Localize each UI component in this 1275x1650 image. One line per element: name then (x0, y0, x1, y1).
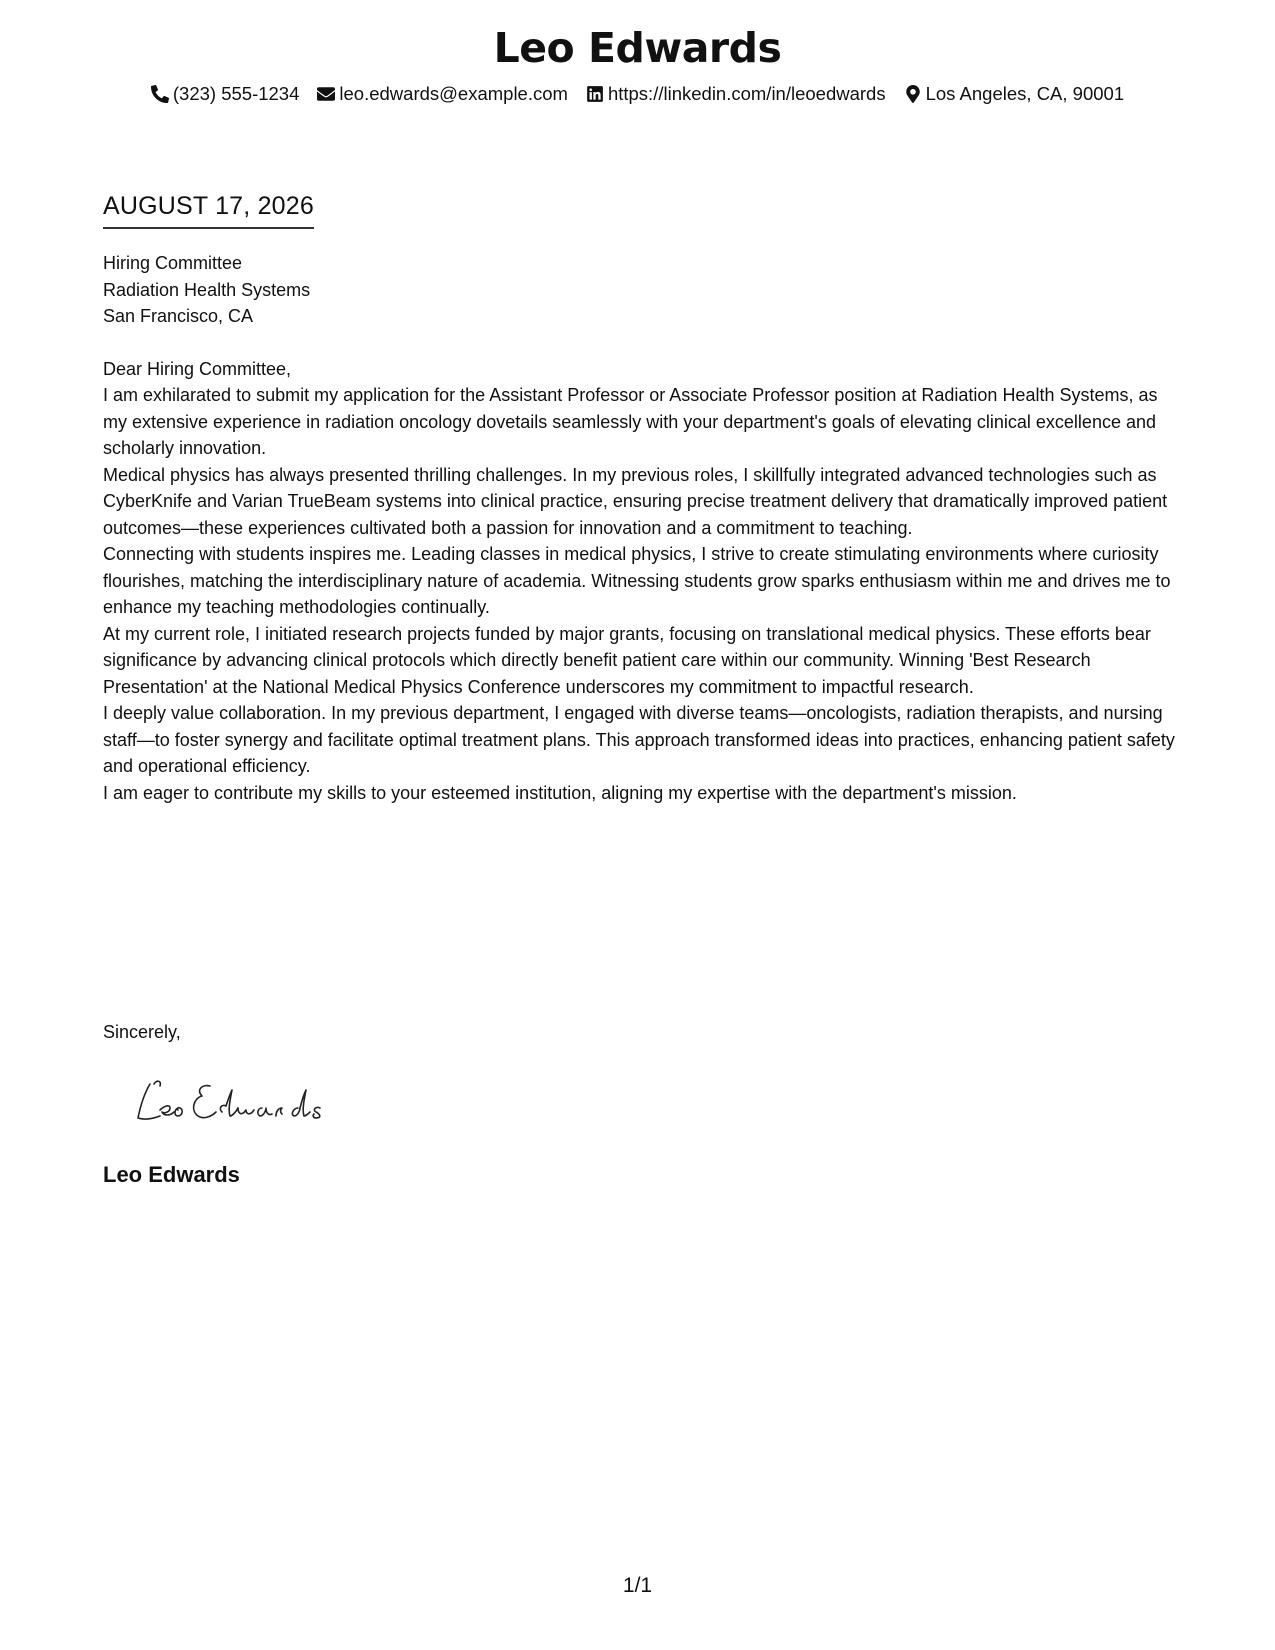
linkedin-icon (586, 85, 604, 103)
email-text: leo.edwards@example.com (339, 83, 568, 104)
letter-header (0, 20, 1275, 106)
contact-location (904, 82, 1125, 106)
phone-text: (323) 555-1234 (172, 83, 300, 104)
contact-linkedin[interactable] (586, 82, 886, 106)
recipient-line: Hiring Committee (103, 253, 243, 273)
recipient-line: Radiation Health Systems (103, 279, 311, 300)
location-text: Los Angeles, CA, 90001 (925, 83, 1125, 104)
envelope-icon (317, 85, 335, 103)
body-paragraph: At my current role, I initiated research projects funded by major grants, focusing on translational medical physics. These efforts bear significance by advancing clinical protocols which directly benefit patient care within our community. Winning 'Best Research Presentation' at the National Medical Physics Conference underscores my commitment to impactful research. (103, 623, 1151, 697)
body-paragraph: Connecting with students inspires me. Leading classes in medical physics, I strive to create stimulating environments where curiosity flourishes, matching the interdisciplinary nature of academia. Witnessing students grow sparks enthusiasm within me and drives me to enhance my teaching methodologies continually. (103, 544, 1171, 617)
map-marker-icon (904, 85, 922, 103)
applicant-name: Leo Edwards (493, 24, 782, 72)
body-paragraph: I deeply value collaboration. In my previous department, I engaged with diverse teams—oncologists, radiation therapists, and nursing staff—to foster synergy and facilitate optimal treatment plans. This approach transformed ideas into practices, enhancing patient safety and operational efficiency. (103, 703, 1175, 776)
linkedin-text: https://linkedin.com/in/leoedwards (607, 83, 886, 104)
body-paragraph: I am eager to contribute my skills to your esteemed institution, aligning my expertise with the department's mission. (103, 782, 1017, 803)
body-paragraph: Medical physics has always presented thrilling challenges. In my previous roles, I skillfully integrated advanced technologies such as CyberKnife and Varian TrueBeam systems into clinical practice, ensuring precise treatment delivery that dramatically improved patient outcomes—these experiences cultivated both a passion for innovation and a commitment to teaching. (103, 464, 1168, 538)
contact-email[interactable] (317, 82, 568, 106)
signer-name: Leo Edwards (103, 1162, 240, 1187)
body-paragraph: I am exhilarated to submit my application for the Assistant Professor or Associate Professor position at Radiation Health Systems, as my extensive experience in radiation oncology dovetails seamlessly with your department's goals of elevating clinical excellence and scholarly innovation. (103, 385, 1158, 458)
handwritten-signature (130, 1070, 340, 1130)
letter-body (103, 250, 1178, 806)
contact-info-row (0, 82, 1275, 106)
recipient-block (103, 250, 1178, 330)
closing: Sincerely, (103, 1022, 181, 1042)
page-number: 1/1 (622, 1574, 653, 1597)
contact-phone (151, 82, 300, 106)
letter-date: AUGUST 17, 2026 (103, 191, 314, 229)
salutation: Dear Hiring Committee, (103, 358, 292, 379)
recipient-line: San Francisco, CA (103, 306, 254, 326)
phone-icon (151, 85, 169, 103)
